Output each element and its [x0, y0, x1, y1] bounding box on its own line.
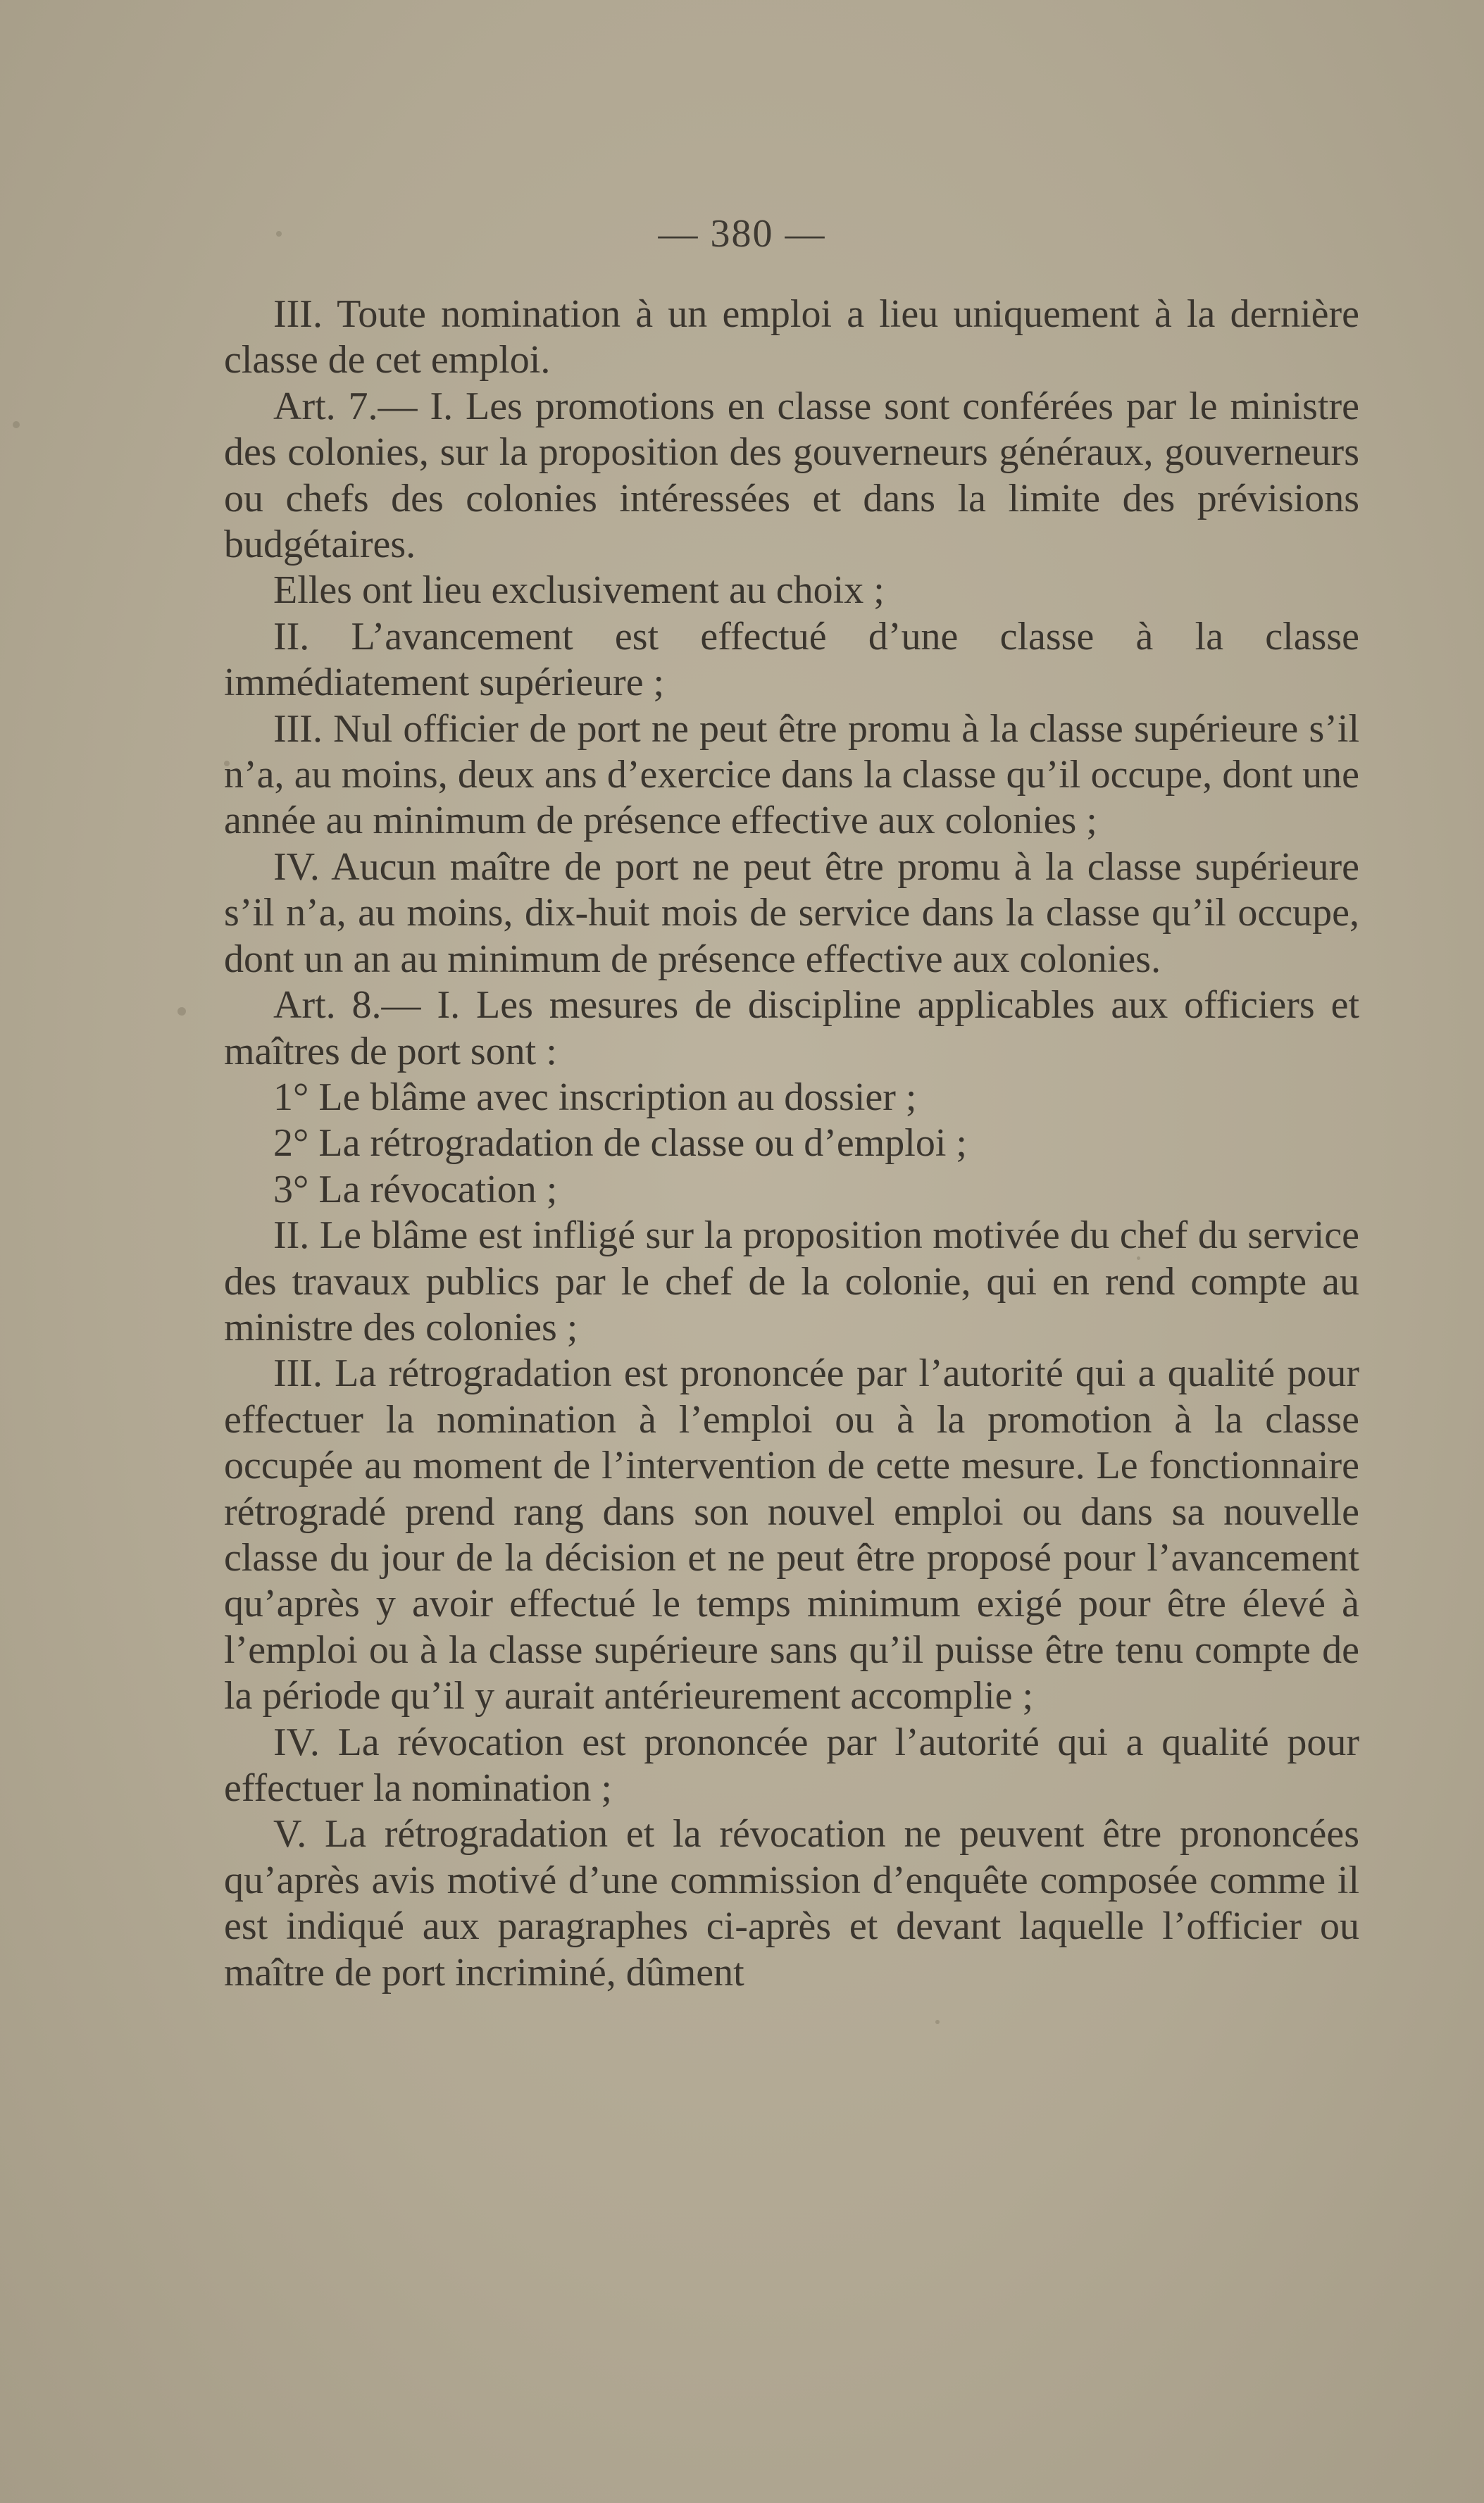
page-number: — 380 —	[658, 212, 826, 256]
paper-speck	[935, 2020, 940, 2024]
list-item: 3° La révocation ;	[273, 1167, 558, 1211]
paper-speck	[177, 1007, 186, 1016]
paragraph: II. L’avancement est effectué d’une classe à la classe immédiatement supérieure ;	[224, 614, 1359, 705]
paper-speck	[13, 421, 20, 428]
paragraph: III. La rétrogradation est prononcée par l’autorité qui a qualité pour effectuer la nomination à l’emploi ou à la promotion à la classe occupée au moment de l’intervention de cette mesure. Le fonctionnaire rétrogradé prend rang dans son nouvel emploi ou dans sa nouvelle classe du jour de la décision et ne peut être proposé pour l’avancement qu’après y avoir effectué le temps minimum exigé pour être élevé à l’emploi ou à la classe supérieure sans qu’il puisse être tenu compte de la période qu’il y aurait antérieurement accomplie ;	[224, 1352, 1359, 1718]
body-text	[224, 292, 1359, 1996]
paragraph: III. Nul officier de port ne peut être promu à la classe supérieure s’il n’a, au moins, deux ans d’exercice dans la classe qu’il occupe, dont une année au minimum de présence effective aux colonies ;	[224, 706, 1359, 843]
list-item: 1° Le blâme avec inscription au dossier ;	[273, 1075, 917, 1119]
paragraph: III. Toute nomination à un emploi a lieu uniquement à la dernière classe de cet emploi.	[224, 292, 1359, 382]
list-item: 2° La rétrogradation de classe ou d’emploi ;	[273, 1121, 967, 1166]
paragraph: V. La rétrogradation et la révocation ne peuvent être prononcées qu’après avis motivé d’une commission d’enquête composée comme il est indiqué aux paragraphes ci-après et devant laquelle l’officier ou maître de port incriminé, dûment	[224, 1812, 1359, 1995]
paragraph: IV. La révocation est prononcée par l’autorité qui a qualité pour effectuer la nomination ;	[224, 1720, 1359, 1810]
paragraph: IV. Aucun maître de port ne peut être promu à la classe supérieure s’il n’a, au moins, dix-huit mois de service dans la classe qu’il occupe, dont un an au minimum de présence effective aux colonies.	[224, 844, 1359, 981]
paragraph: Art. 8.— I. Les mesures de discipline applicables aux officiers et maîtres de port sont :	[224, 983, 1359, 1073]
paragraph: Art. 7.— I. Les promotions en classe sont conférées par le ministre des colonies, sur la proposition des gouverneurs généraux, gouverneurs ou chefs des colonies intéressées et dans la limite des prévisions budgétaires.	[224, 384, 1359, 567]
paragraph: II. Le blâme est infligé sur la proposition motivée du chef du service des travaux publics par le chef de la colonie, qui en rend compte au ministre des colonies ;	[224, 1213, 1359, 1349]
paragraph: Elles ont lieu exclusivement au choix ;	[273, 568, 885, 613]
